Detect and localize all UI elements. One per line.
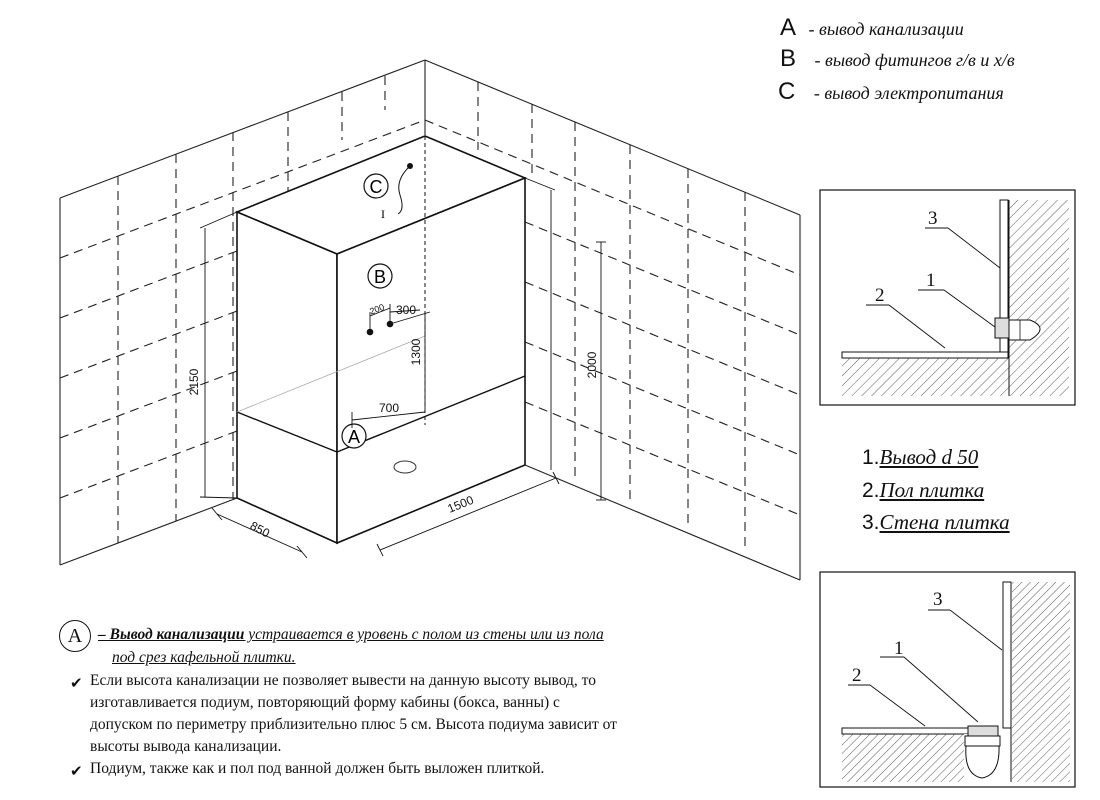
note-title-line2: под срез кафельной плитки. (112, 649, 296, 666)
bullet1-line2: изготавливается подиум, повторяющий форму кабины (бокса, ванны) с (90, 694, 560, 711)
parts-num-2: 2. (862, 479, 880, 502)
detail-top (820, 190, 1075, 405)
legend-text-b: - вывод фитингов г/в и х/в (814, 50, 1015, 70)
dim-850: 850 (247, 518, 273, 541)
dim-700: 700 (378, 401, 400, 415)
dim-2000: 2000 (585, 351, 599, 379)
bullet1-line1: Если высота канализации не позволяет вывести на данную высоту вывод, то (90, 672, 596, 689)
parts-legend-item-1 (862, 445, 978, 470)
parts-legend-item-3 (862, 510, 1010, 535)
bullet1-line3: допуском по периметру приблизительно плюс 5 см. Высота подиума зависит от (90, 716, 617, 733)
detail-bottom-callout-1: 1 (894, 638, 904, 659)
detail-bottom-callout-3: 3 (933, 589, 943, 610)
legend-key-a: A (780, 14, 797, 41)
detail-top-callout-3: 3 (928, 208, 938, 229)
label-c: C (369, 177, 383, 197)
note-title-rest: устраивается в уровень с полом из стены или из пола (244, 626, 604, 643)
note-marker-a: A (59, 620, 91, 652)
parts-text-1: Вывод d 50 (879, 445, 979, 469)
label-b: B (373, 267, 387, 287)
legend-text-c: - вывод электропитания (813, 83, 1004, 103)
note-title-bold: – Вывод канализации (98, 626, 245, 643)
checkmark-icon: ✔ (70, 762, 83, 780)
legend-row-b (780, 45, 1015, 73)
dim-200: 200 (368, 301, 386, 317)
parts-num-1: 1. (862, 446, 880, 469)
checkmark-icon: ✔ (70, 674, 83, 692)
parts-text-3: Стена плитка (879, 510, 1010, 534)
detail-top-callout-1: 1 (926, 270, 936, 291)
bullet1-line4: высоты вывода канализации. (90, 738, 282, 755)
dim-1500: 1500 (445, 492, 476, 516)
note-title (98, 626, 604, 644)
parts-text-2: Пол плитка (879, 478, 985, 502)
dim-1300: 1300 (409, 338, 423, 366)
label-a: A (347, 427, 361, 447)
legend-key-c: C (778, 78, 796, 105)
bullet2-text: Подиум, также как и пол под ванной должен быть выложен плиткой. (90, 760, 545, 777)
parts-legend-item-2 (862, 478, 984, 503)
detail-bottom-callout-2: 2 (852, 665, 862, 686)
dim-300: 300 (395, 303, 417, 317)
detail-top-callout-2: 2 (875, 285, 885, 306)
dim-2150: 2150 (187, 368, 201, 396)
legend-row-c (778, 78, 1004, 106)
legend-text-a: - вывод канализации (808, 19, 964, 39)
parts-num-3: 3. (862, 511, 880, 534)
detail-bottom (820, 572, 1075, 787)
legend-row-a (780, 14, 964, 42)
legend-key-b: B (780, 45, 797, 72)
cable-label: I (381, 207, 385, 221)
